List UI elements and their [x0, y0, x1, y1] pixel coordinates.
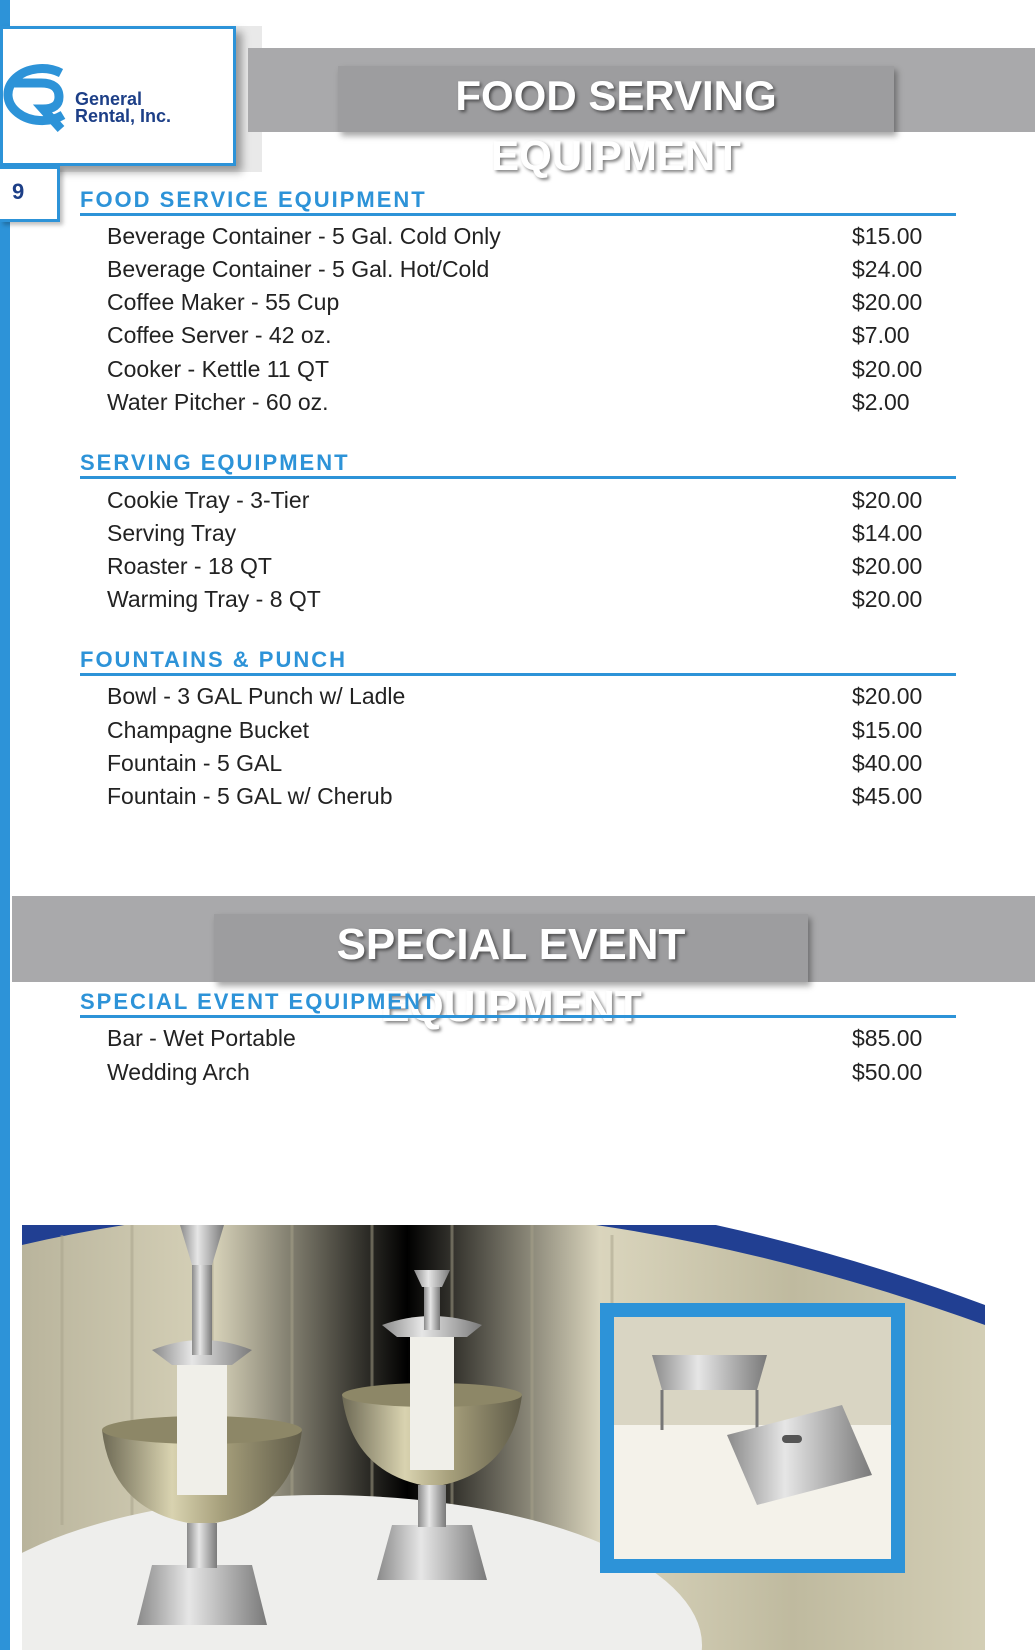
list-item	[107, 750, 932, 783]
list-item	[107, 783, 932, 816]
item-price: $20.00	[852, 487, 923, 513]
list-item	[107, 356, 932, 389]
product-photo	[22, 1225, 985, 1650]
item-name: Cookie Tray - 3-Tier	[107, 487, 310, 513]
item-name: Beverage Container - 5 Gal. Hot/Cold	[107, 256, 490, 282]
list-item	[107, 1059, 932, 1092]
item-name: Fountain - 5 GAL w/ Cherub	[107, 783, 393, 809]
item-price: $50.00	[852, 1059, 923, 1085]
list-item	[107, 289, 932, 322]
list-item	[107, 717, 932, 750]
item-price: $20.00	[852, 553, 923, 579]
food-serving-title: FOOD SERVING EQUIPMENT	[338, 66, 894, 132]
item-name: Cooker - Kettle 11 QT	[107, 356, 329, 382]
item-price: $85.00	[852, 1025, 923, 1051]
item-name: Bowl - 3 GAL Punch w/ Ladle	[107, 683, 406, 709]
left-accent-bar	[0, 0, 10, 1650]
item-name: Beverage Container - 5 Gal. Cold Only	[107, 223, 501, 249]
item-price: $15.00	[852, 717, 923, 743]
item-price: $14.00	[852, 520, 923, 546]
item-name: Wedding Arch	[107, 1059, 250, 1085]
item-name: Coffee Server - 42 oz.	[107, 322, 332, 348]
item-price: $7.00	[852, 322, 910, 348]
item-price: $20.00	[852, 289, 923, 315]
company-name	[75, 91, 171, 125]
list-item	[107, 520, 932, 553]
list-item	[107, 1025, 932, 1058]
item-name: Serving Tray	[107, 520, 237, 546]
list-item	[107, 487, 932, 520]
section-heading-food-service: FOOD SERVICE EQUIPMENT	[80, 188, 956, 216]
page-number: 9	[12, 179, 25, 204]
fountains-photo-illustration	[22, 1225, 985, 1650]
section-heading-serving: SERVING EQUIPMENT	[80, 451, 956, 479]
item-name: Water Pitcher - 60 oz.	[107, 389, 329, 415]
item-price: $20.00	[852, 683, 923, 709]
item-name: Champagne Bucket	[107, 717, 310, 743]
list-item	[107, 553, 932, 586]
company-name-line2: Rental, Inc.	[75, 106, 172, 126]
item-price: $20.00	[852, 586, 923, 612]
item-name: Fountain - 5 GAL	[107, 750, 283, 776]
item-price: $45.00	[852, 783, 923, 809]
item-name: Warming Tray - 8 QT	[107, 586, 321, 612]
item-price: $2.00	[852, 389, 910, 415]
list-item	[107, 256, 932, 289]
item-price: $20.00	[852, 356, 923, 382]
company-logo	[0, 26, 236, 166]
company-name-line1: General	[75, 89, 143, 109]
item-name: Roaster - 18 QT	[107, 553, 272, 579]
section-heading-fountains: FOUNTAINS & PUNCH	[80, 648, 956, 676]
item-price: $24.00	[852, 256, 923, 282]
item-name: Bar - Wet Portable	[107, 1025, 296, 1051]
item-name: Coffee Maker - 55 Cup	[107, 289, 340, 315]
list-item	[107, 389, 932, 422]
item-price: $15.00	[852, 223, 923, 249]
list-item	[107, 586, 932, 619]
item-price: $40.00	[852, 750, 923, 776]
list-item	[107, 322, 932, 355]
gr-monogram-icon	[3, 59, 75, 134]
page-number-tab	[0, 166, 60, 222]
section-heading-special-event: SPECIAL EVENT EQUIPMENT	[80, 990, 956, 1018]
special-event-title: SPECIAL EVENT EQUIPMENT	[214, 914, 808, 982]
list-item	[107, 223, 932, 256]
list-item	[107, 683, 932, 716]
